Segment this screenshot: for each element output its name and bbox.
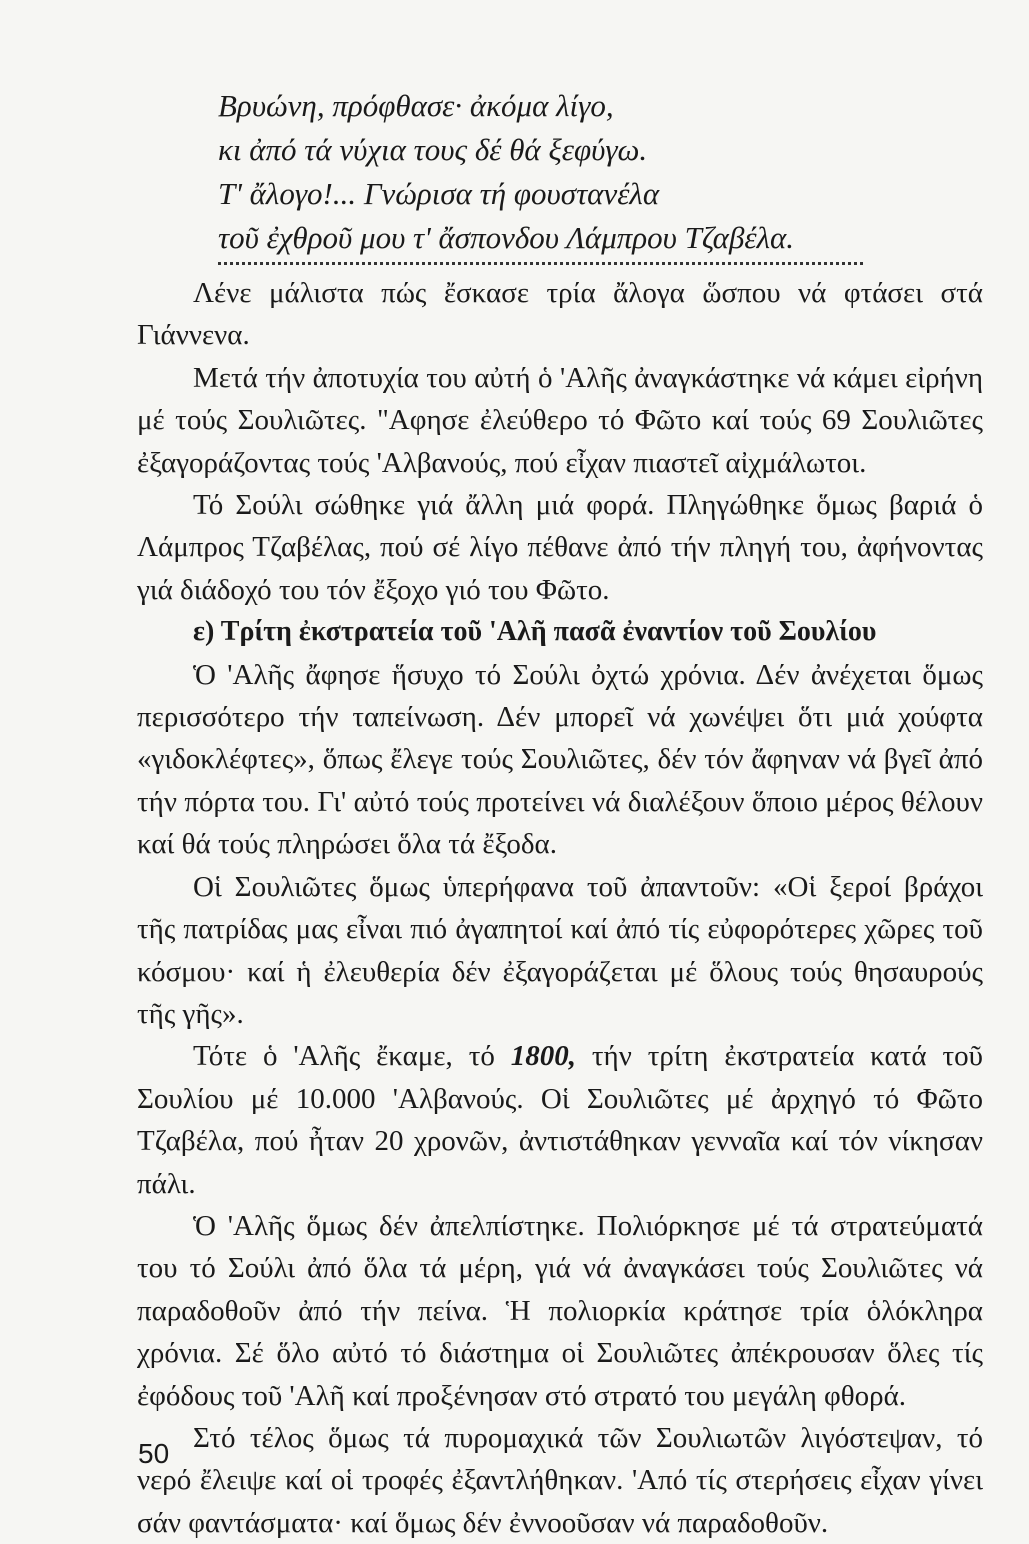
page-number: 50 [138,1438,170,1469]
dotted-divider [218,262,863,265]
paragraph: Λένε μάλιστα πώς ἔσκασε τρία ἄλογα ὥσπου νά φτάσει στά Γιάννενα. [137,277,983,352]
paragraph-text: τήν τρίτη ἐκστρατεία κατά τοῦ Σουλίου μέ 10.000 'Αλβανούς. Οἱ Σουλιῶτες μέ ἀρχηγό τό Φῶτο Τζαβέλα, πού ἦταν 20 χρονῶν, ἀντιστάθηκαν γενναῖα καί τόν νίκησαν πάλι. [137,1040,983,1200]
paragraph: Ὁ 'Αλῆς ὅμως δέν ἀπελπίστηκε. Πολιόρκησε μέ τά στρατεύματά του τό Σούλι ἀπό ὅλα τά μέρη, γιά νά ἀναγκάσει τούς Σουλιῶτες νά παραδοθοῦν ἀπό τήν πείνα. Ἡ πολιορκία κράτησε τρία ὁλόκληρα χρόνια. Σέ ὅλο αὐτό τό διάστημα οἱ Σουλιῶτες ἀπέκρουσαν ὅλες τίς ἐφόδους τοῦ 'Αλῆ καί προξένησαν στό στρατό του μεγάλη φθορά. [137,1209,983,1412]
paragraph [137,1035,983,1205]
body-text [137,272,983,1544]
paragraph: Στό τέλος ὅμως τά πυρομαχικά τῶν Σουλιωτῶν λιγόστεψαν, τό νερό ἔλειψε καί οἱ τροφές ἐξαντλήθηκαν. 'Από τίς στερήσεις εἶχαν γίνει σάν φαντάσματα· καί ὅμως δέν ἐννοοῦσαν νά παραδοθοῦν. [137,1421,983,1539]
paragraph: Τό Σούλι σώθηκε γιά ἄλλη μιά φορά. Πληγώθηκε ὅμως βαριά ὁ Λάμπρος Τζαβέλας, πού σέ λίγο πέθανε ἀπό τήν πληγή του, ἀφήνοντας γιά διάδοχό του τόν ἔξοχο γιό του Φῶτο. [137,489,983,606]
paragraph: Ὁ 'Αλῆς ἄφησε ἥσυχο τό Σούλι ὀχτώ χρόνια. Δέν ἀνέχεται ὅμως περισσότερο τήν ταπείνωση. Δέν μπορεῖ νά χωνέψει ὅτι μιά χούφτα «γιδοκλέφτες», ὅπως ἔλεγε τούς Σουλιῶτες, δέν τόν ἄφηναν νά βγεῖ ἀπό τήν πόρτα του. Γι' αὐτό τούς προτείνει νά διαλέξουν ὅποιο μέρος θέλουν καί θά τούς πληρώσει ὅλα τά ἔξοδα. [137,658,983,861]
paragraph: Μετά τήν ἀποτυχία του αὐτή ὁ 'Αλῆς ἀναγκάστηκε νά κάμει εἰρήνη μέ τούς Σουλιῶτες. "Αφησε ἐλεύθερο τό Φῶτο καί τούς 69 Σουλιῶτες ἐξαγοράζοντας τούς 'Αλβανούς, πού εἶχαν πιαστεῖ αἰχμάλωτοι. [137,361,983,479]
paragraph: Οἱ Σουλιῶτες ὅμως ὑπερήφανα τοῦ ἀπαντοῦν: «Οἱ ξεροί βράχοι τῆς πατρίδας μας εἶναι πιό ἀγαπητοί καί ἀπό τίς εὐφορότερες χῶρες τοῦ κόσμου· καί ἡ ἐλευθερία δέν ἐξαγοράζεται μέ ὅλους τούς θησαυρούς τῆς γῆς». [137,870,983,1030]
poem-excerpt [218,84,918,260]
poem-line: Τ' ἄλογο!... Γνώρισα τή φουστανέλα [218,176,660,211]
year-emphasis: 1800, [510,1040,576,1073]
poem-line: τοῦ ἐχθροῦ μου τ' ἄσπονδου Λάμπρου Τζαβέλα. [218,220,795,255]
paragraph-text: Τότε ὁ 'Αλῆς ἔκαμε, τό [193,1040,511,1073]
poem-line: κι ἀπό τά νύχια τους δέ θά ξεφύγω. [218,132,648,167]
poem-line: Βρυώνη, πρόφθασε· ἀκόμα λίγο, [218,88,614,123]
section-heading: ε) Τρίτη ἐκστρατεία τοῦ 'Αλῆ πασᾶ ἐναντίον τοῦ Σουλίου [193,616,877,648]
